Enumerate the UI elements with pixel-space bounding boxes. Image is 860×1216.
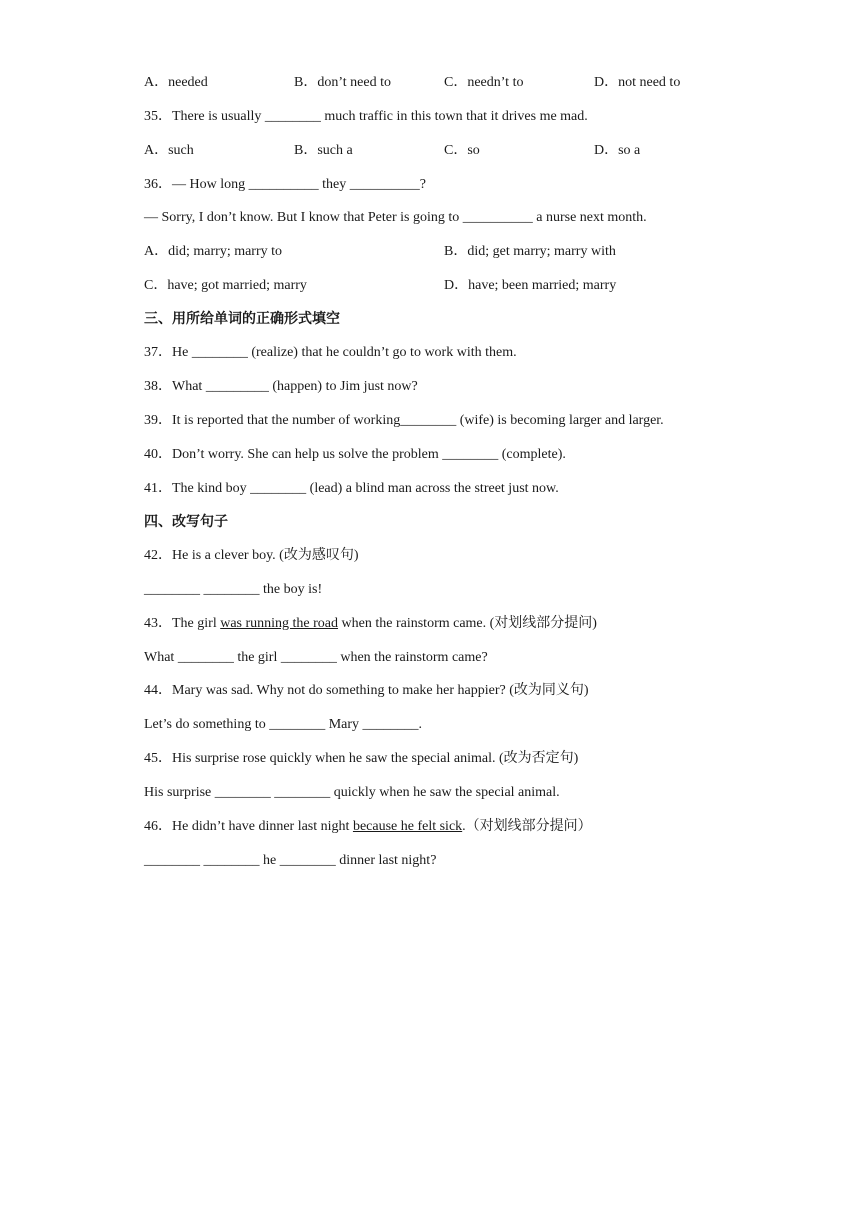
q44-question: 44．Mary was sad. Why not do something to make her happier? (改为同义句) <box>144 683 589 698</box>
q43-answer-line: What ________ the girl ________ when the rainstorm came? <box>144 650 488 665</box>
section-3-title: 三、用所给单词的正确形式填空 <box>144 311 340 327</box>
q43-text-pre: 43．The girl <box>144 616 221 631</box>
q37: 37．He ________ (realize) that he couldn’t go to work with them. <box>144 345 517 360</box>
q36-option-d: D．have; been married; marry <box>444 278 617 293</box>
q35-option-c: C．so <box>444 143 480 158</box>
q38: 38．What _________ (happen) to Jim just now? <box>144 379 418 394</box>
q34-option-b: B．don’t need to <box>294 75 391 90</box>
q35-option-d: D．so a <box>594 143 641 158</box>
q35-option-b: B．such a <box>294 143 353 158</box>
q40: 40．Don’t worry. She can help us solve the problem ________ (complete). <box>144 447 566 462</box>
q36-reply: — Sorry, I don’t know. But I know that Peter is going to __________ a nurse next month. <box>144 210 647 225</box>
q36-question: 36．— How long __________ they __________? <box>144 177 426 192</box>
section-4-title: 四、改写句子 <box>144 514 228 530</box>
q46-answer-line: ________ ________ he ________ dinner last night? <box>144 853 437 868</box>
q42-question: 42．He is a clever boy. (改为感叹句) <box>144 548 359 563</box>
q39: 39．It is reported that the number of working________ (wife) is becoming larger and larger. <box>144 413 664 428</box>
q45-question: 45．His surprise rose quickly when he saw the special animal. (改为否定句) <box>144 751 579 766</box>
q41: 41．The kind boy ________ (lead) a blind man across the street just now. <box>144 481 559 496</box>
q34-option-a: A．needed <box>144 75 208 90</box>
q36-option-a: A．did; marry; marry to <box>144 244 283 259</box>
q36-option-b: B．did; get marry; marry with <box>444 244 616 259</box>
q43-question <box>144 615 597 633</box>
q43-underlined-part: was running the road <box>220 616 339 631</box>
q44-answer-line: Let’s do something to ________ Mary ________. <box>144 717 423 732</box>
q46-text-pre: 46．He didn’t have dinner last night <box>144 819 353 834</box>
q46-text-post: .（对划线部分提问） <box>462 819 592 834</box>
q45-answer-line: His surprise ________ ________ quickly when he saw the special animal. <box>144 785 560 800</box>
q35-option-a: A．such <box>144 143 194 158</box>
q43-text-post: when the rainstorm came. (对划线部分提问) <box>338 616 597 631</box>
q42-answer-line: ________ ________ the boy is! <box>144 582 323 597</box>
q34-option-c: C．needn’t to <box>444 75 524 90</box>
q34-option-d: D．not need to <box>594 75 681 90</box>
q46-underlined-part: because he felt sick <box>352 819 463 834</box>
q35-question: 35．There is usually ________ much traffic in this town that it drives me mad. <box>144 109 588 124</box>
q36-option-c: C．have; got married; marry <box>144 278 307 293</box>
q46-question <box>144 818 592 836</box>
